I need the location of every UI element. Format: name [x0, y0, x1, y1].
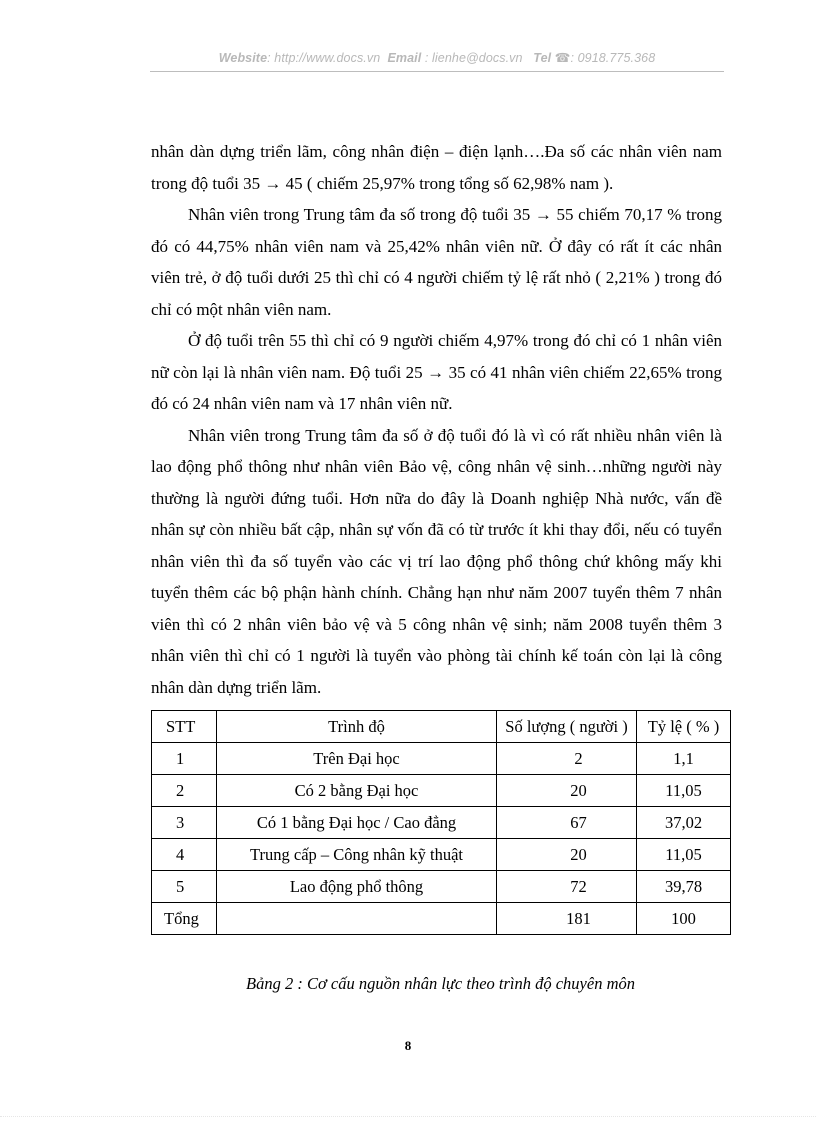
paragraph-1: nhân dàn dựng triển lãm, công nhân điện – điện lạnh….Đa số các nhân viên nam trong độ tuổi 35 → 45 ( chiếm 25,97% trong tổng số 62,98% nam ).	[151, 142, 722, 193]
table-header-row	[152, 711, 731, 743]
header-count: Số lượng ( người )	[497, 711, 637, 743]
qualification-table	[151, 710, 731, 935]
total-level	[217, 903, 497, 935]
table-total-row	[152, 903, 731, 935]
table-row	[152, 839, 731, 871]
paragraph-2: Nhân viên trong Trung tâm đa số trong độ tuổi 35 → 55 chiếm 70,17 % trong đó có 44,75% nhân viên nam và 25,42% nhân viên nữ. Ở đây có rất ít các nhân viên trẻ, ở độ tuổi dưới 25 thì chỉ có 4 người chiếm tỷ lệ rất nhỏ ( 2,21% ) trong đó chỉ có một nhân viên nam.	[151, 205, 722, 319]
email-value: : lienhe@docs.vn	[424, 51, 523, 65]
table-row	[152, 871, 731, 903]
footer-divider	[0, 1116, 816, 1117]
row-stt: 5	[152, 871, 217, 903]
page-header	[150, 50, 724, 65]
row-ratio: 11,05	[637, 839, 731, 871]
row-ratio: 37,02	[637, 807, 731, 839]
row-stt: 2	[152, 775, 217, 807]
paragraph-4: Nhân viên trong Trung tâm đa số ở độ tuổi đó là vì có rất nhiều nhân viên là lao động phổ thông như nhân viên Bảo vệ, công nhân vệ sinh…những người này thường là người đứng tuổi. Hơn nữa do đây là Doanh nghiệp Nhà nước, vấn đề nhân sự còn nhiều bất cập, nhân sự vốn đã có từ trước ít khi thay đổi, nếu có tuyển nhân viên thì đa số tuyển vào các vị trí lao động phổ thông chứ không mấy khi tuyển thêm các bộ phận hành chính. Chẳng hạn như năm 2007 tuyển thêm 7 nhân viên thì có 2 nhân viên bảo vệ và 5 công nhân vệ sinh; năm 2008 tuyển thêm 3 nhân viên thì chỉ có 1 người là tuyển vào phòng tài chính kế toán còn lại là công nhân dàn dựng triển lãm.	[151, 425, 722, 697]
page-number: 8	[404, 1038, 412, 1053]
website-label: Website	[218, 51, 268, 65]
paragraph-3: Ở độ tuổi trên 55 thì chỉ có 9 người chiếm 4,97% trong đó chỉ có 1 nhân viên nữ còn lại là nhân viên nam. Độ tuổi 25 → 35 có 41 nhân viên chiếm 22,65% trong đó có 24 nhân viên nam và 17 nhân viên nữ.	[151, 331, 722, 413]
table-caption: Bảng 2 : Cơ cấu nguồn nhân lực theo trình độ chuyên môn	[246, 974, 635, 993]
email-label: Email	[387, 51, 422, 65]
row-stt: 3	[152, 807, 217, 839]
total-ratio: 100	[637, 903, 731, 935]
row-count: 20	[497, 775, 637, 807]
table-row	[152, 743, 731, 775]
header-divider	[150, 71, 724, 72]
row-ratio: 11,05	[637, 775, 731, 807]
header-ratio: Tỷ lệ ( % )	[637, 711, 731, 743]
total-count: 181	[497, 903, 637, 935]
row-ratio: 39,78	[637, 871, 731, 903]
row-ratio: 1,1	[637, 743, 731, 775]
table-row	[152, 807, 731, 839]
row-level: Trên Đại học	[217, 743, 497, 775]
row-level: Có 2 bằng Đại học	[217, 775, 497, 807]
table-row	[152, 775, 731, 807]
body-text	[151, 136, 722, 703]
tel-label: Tel	[533, 51, 552, 65]
website-value: : http://www.docs.vn	[267, 51, 381, 65]
row-level: Có 1 bằng Đại học / Cao đẳng	[217, 807, 497, 839]
header-stt: STT	[152, 711, 217, 743]
row-stt: 4	[152, 839, 217, 871]
header-level: Trình độ	[217, 711, 497, 743]
row-count: 20	[497, 839, 637, 871]
tel-value: : 0918.775.368	[570, 51, 656, 65]
row-stt: 1	[152, 743, 217, 775]
row-count: 72	[497, 871, 637, 903]
row-count: 2	[497, 743, 637, 775]
total-label: Tổng	[152, 903, 217, 935]
row-level: Trung cấp – Công nhân kỹ thuật	[217, 839, 497, 871]
row-level: Lao động phổ thông	[217, 871, 497, 903]
phone-icon: ☎	[554, 51, 571, 65]
row-count: 67	[497, 807, 637, 839]
